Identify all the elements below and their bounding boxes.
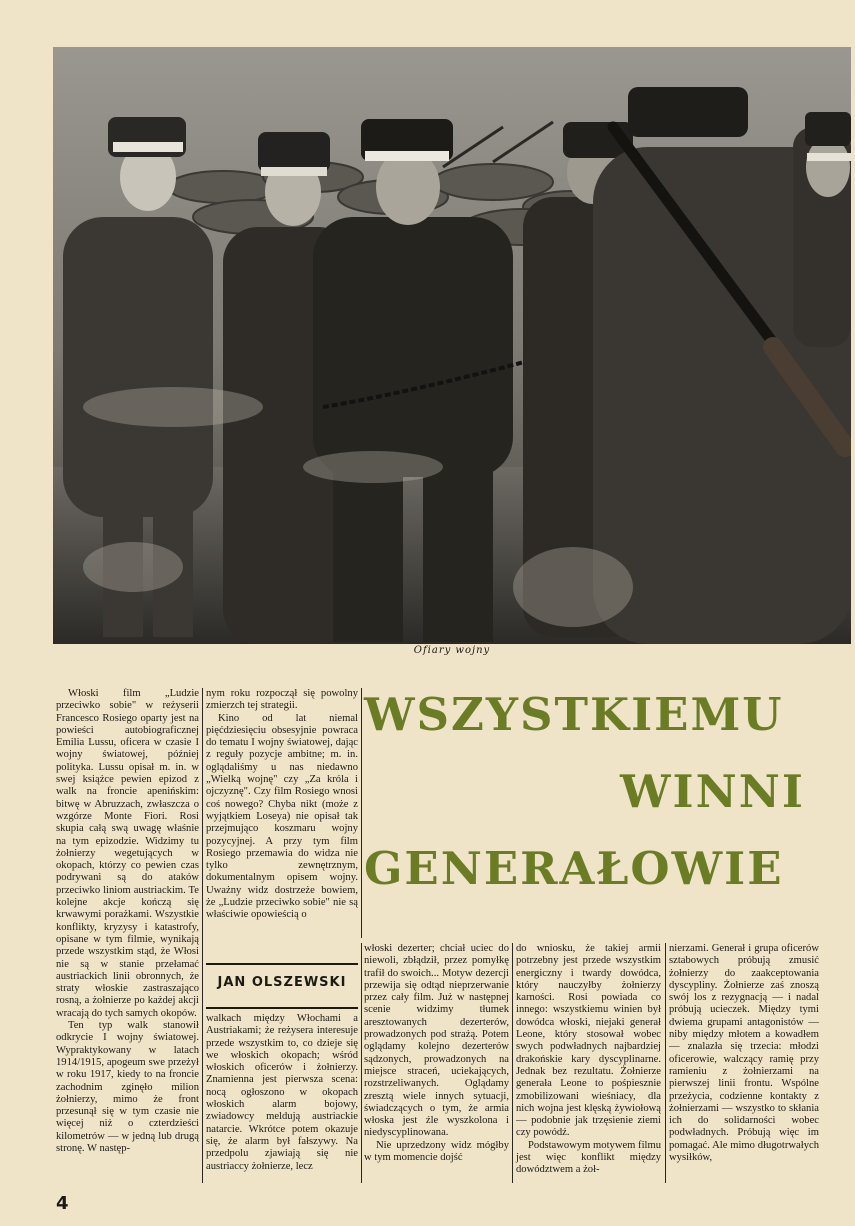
paragraph: Podstawowym motywem filmu jest więc konflikt między dowództwem a żoł- bbox=[516, 1139, 662, 1176]
photo-illustration bbox=[53, 47, 851, 644]
paragraph: nym roku rozpoczął się powolny zmierzch tej strategii. bbox=[206, 688, 358, 712]
article-column-2-top bbox=[206, 688, 358, 922]
paragraph: do wniosku, że takiej armii potrzebny jest przede wszystkim energiczny i twardy dowódca, który nauczyłby żołnierzy karności. Rosi powiada co innego: wszystkiemu winien był dowódca włoski, niejaki generał Leone, który stosował wobec swych podwładnych najbardziej drakońskie kary dyscyplinarne. Jednak bez rezultatu. Żołnierze generała Leone to pośpiesznie zmobilizowani wieśniacy, dla nich wojna jest klęską żywiołową — podobnie jak trzęsienie ziemi czy powódź. bbox=[516, 943, 661, 1139]
article-column-5 bbox=[669, 943, 819, 1164]
article-column-2-bottom bbox=[206, 1013, 358, 1173]
paragraph: Ten typ walk stanowił odkrycie I wojny światowej. Wypraktykowany w latach 1914/1915, apogeum swe przeżył w roku 1917, kiedy to na froncie zachodnim zginęło milion żołnierzy, mimo że front przesunął się w tym czasie nie więcej niż o czterdzieści kilometrów — w jedną lub drugą stronę. W następ- bbox=[56, 1020, 199, 1154]
headline-line-1: WSZYSTKIEMU bbox=[364, 688, 784, 741]
paragraph: Włoski film „Ludzie przeciwko sobie" w reżyserii Francesco Rosiego oparty jest na powieści autobiograficznej Emilia Lussu, oficera w czasie I wojny światowej, później polityka. Lussu opisał m. in. w swej książce pewien epizod z walk na froncie apenińskim: bitwę w Abruzzach, zwłaszcza o wzgórze Monte Fiori. Rosi skupia całą swą uwagę właśnie na tym epizodzie. Widzimy tu żołnierzy wegetujących w okopach, którzy co pewien czas podrywani są do ataków przeciwko liniom austriackim. Te kolejne akcje kończą się krwawymi porażkami. Wszystkie konflikty, kryzysy i katastrofy, opisane w tym filmie, wynikają przede wszystkim stąd, że Włosi nie są w stanie przełamać austriackich linii obronnych, że straty włoskie zastraszająco rosną, a żołnierze po każdej akcji wracają do tych samych okopów. bbox=[56, 688, 199, 1019]
article-column-1 bbox=[56, 688, 199, 1155]
author-box bbox=[206, 963, 358, 1009]
column-divider bbox=[512, 943, 513, 1183]
paragraph: Kino od lat niemal pięćdziesięciu obsesyjnie powraca do tematu I wojny światowej, dając z reguły pozycje ambitne; m. in. oglądaliśmy u nas niedawno „Wielką wojnę" czy „Za króla i ojczyznę". Czy film Rosiego wnosi coś nowego? Chyba nikt (może z wyjątkiem Loseya) nie opisał tak przejmująco koszmaru wojny pozycyjnej. A przy tym film Rosiego przemawia do widza nie tylko zewnętrznym, dokumentalnym opisem wojny. Uważny widz dostrzeże bowiem, że „Ludzie przeciwko sobie" nie są właściwie opowieścią o bbox=[206, 712, 358, 921]
paragraph: włoski dezerter; chciał uciec do niewoli, zbłądził, przez pomyłkę trafił do swoich... Motyw dezercji przewija się odtąd nieprzerwanie przez cały film. Już w następnej scenie widzimy tłumek aresztowanych dezerterów, prowadzonych pod strażą. Potem oglądamy kolejno dezerterów sądzonych, prowadzonych na miejsce straceń, uciekających, rozstrzeliwanych. Oglądamy zresztą wiele innych sytuacji, świadczących o tym, że armia włoska jest źle wyszkolona i niedyscyplinowana. bbox=[364, 943, 509, 1139]
page-number: 4 bbox=[56, 1193, 69, 1214]
paragraph: walkach między Włochami a Austriakami; że reżysera interesuje przede wszystkim to, co dzieje się we włoskich okopach; wśród włoskich oficerów i żołnierzy. Znamienna jest pierwsza scena: nocą ogłoszono w okopach włoskich alarm bojowy, zwiadowcy meldują austriackie natarcie. Wkrótce potem okazuje się, że alarm był fałszywy. Na przedpolu zjawiają się nie austriaccy żołnierze, lecz bbox=[206, 1013, 358, 1172]
article-column-4 bbox=[516, 943, 661, 1177]
article-column-3 bbox=[364, 943, 509, 1164]
paragraph: nierzami. Generał i grupa oficerów sztabowych próbują zmusić żołnierzy do zaakceptowania dyscypliny. Żołnierze zaś znoszą swój los z rezygnacją — i nadal próbują ucieczek. Między tymi dwiema grupami antagonistów — niby między młotem a kowadłem — znalazła się trzecia: młodzi oficerowie, walczący ramię przy ramieniu z żołnierzami na pierwszej linii frontu. Wspólne przeżycia, codzienne kontakty z żołnierzami — wszystko to skłania ich do solidarności wobec podwładnych. Próbują więc im pomagać. Ale mimo długotrwałych wysiłków, bbox=[669, 943, 819, 1164]
photo-soldiers bbox=[53, 47, 851, 644]
paragraph: Nie uprzedzony widz mógłby w tym momencie dojść bbox=[364, 1139, 509, 1164]
column-divider bbox=[361, 943, 362, 1183]
author-name: JAN OLSZEWSKI bbox=[217, 975, 347, 990]
column-divider bbox=[665, 943, 666, 1183]
column-divider bbox=[361, 688, 362, 938]
headline-line-2: WINNI bbox=[620, 765, 805, 818]
column-divider bbox=[202, 688, 203, 1183]
photo-caption: Ofiary wojny bbox=[413, 645, 491, 656]
headline-line-3: GENERAŁOWIE bbox=[364, 842, 784, 895]
